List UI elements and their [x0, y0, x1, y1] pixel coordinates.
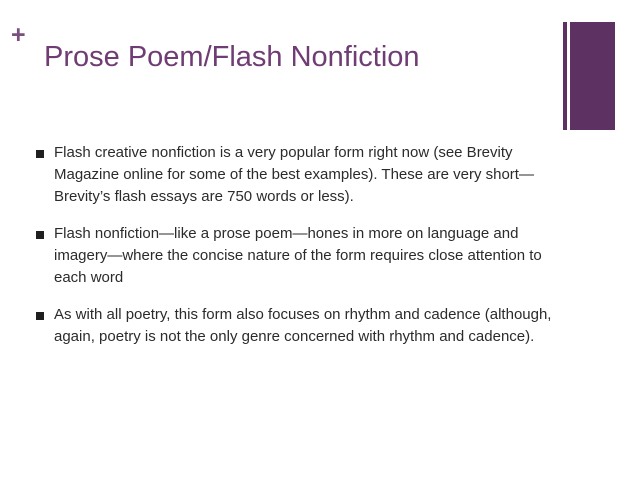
square-bullet-icon	[36, 231, 44, 239]
bullet-item	[32, 304, 552, 348]
bullet-text: Flash nonfiction—like a prose poem—hones in more on language and imagery—where the concise nature of the form requires close attention to each word	[54, 225, 542, 286]
bullet-text: Flash creative nonfiction is a very popular form right now (see Brevity Magazine online for some of the best examples). These are very short—Brevity’s flash essays are 750 words or less).	[54, 144, 534, 205]
slide-title: Prose Poem/Flash Nonfiction	[44, 41, 420, 73]
decorative-thin-bar	[563, 22, 567, 130]
square-bullet-icon	[36, 312, 44, 320]
square-bullet-icon	[36, 150, 44, 158]
bullet-item	[32, 142, 552, 208]
bullet-list	[32, 142, 552, 363]
bullet-text: As with all poetry, this form also focuses on rhythm and cadence (although, again, poetry is not the only genre concerned with rhythm and cadence).	[54, 306, 552, 345]
bullet-item	[32, 223, 552, 289]
plus-mark: +	[11, 21, 26, 49]
decorative-thick-bar	[570, 22, 615, 130]
